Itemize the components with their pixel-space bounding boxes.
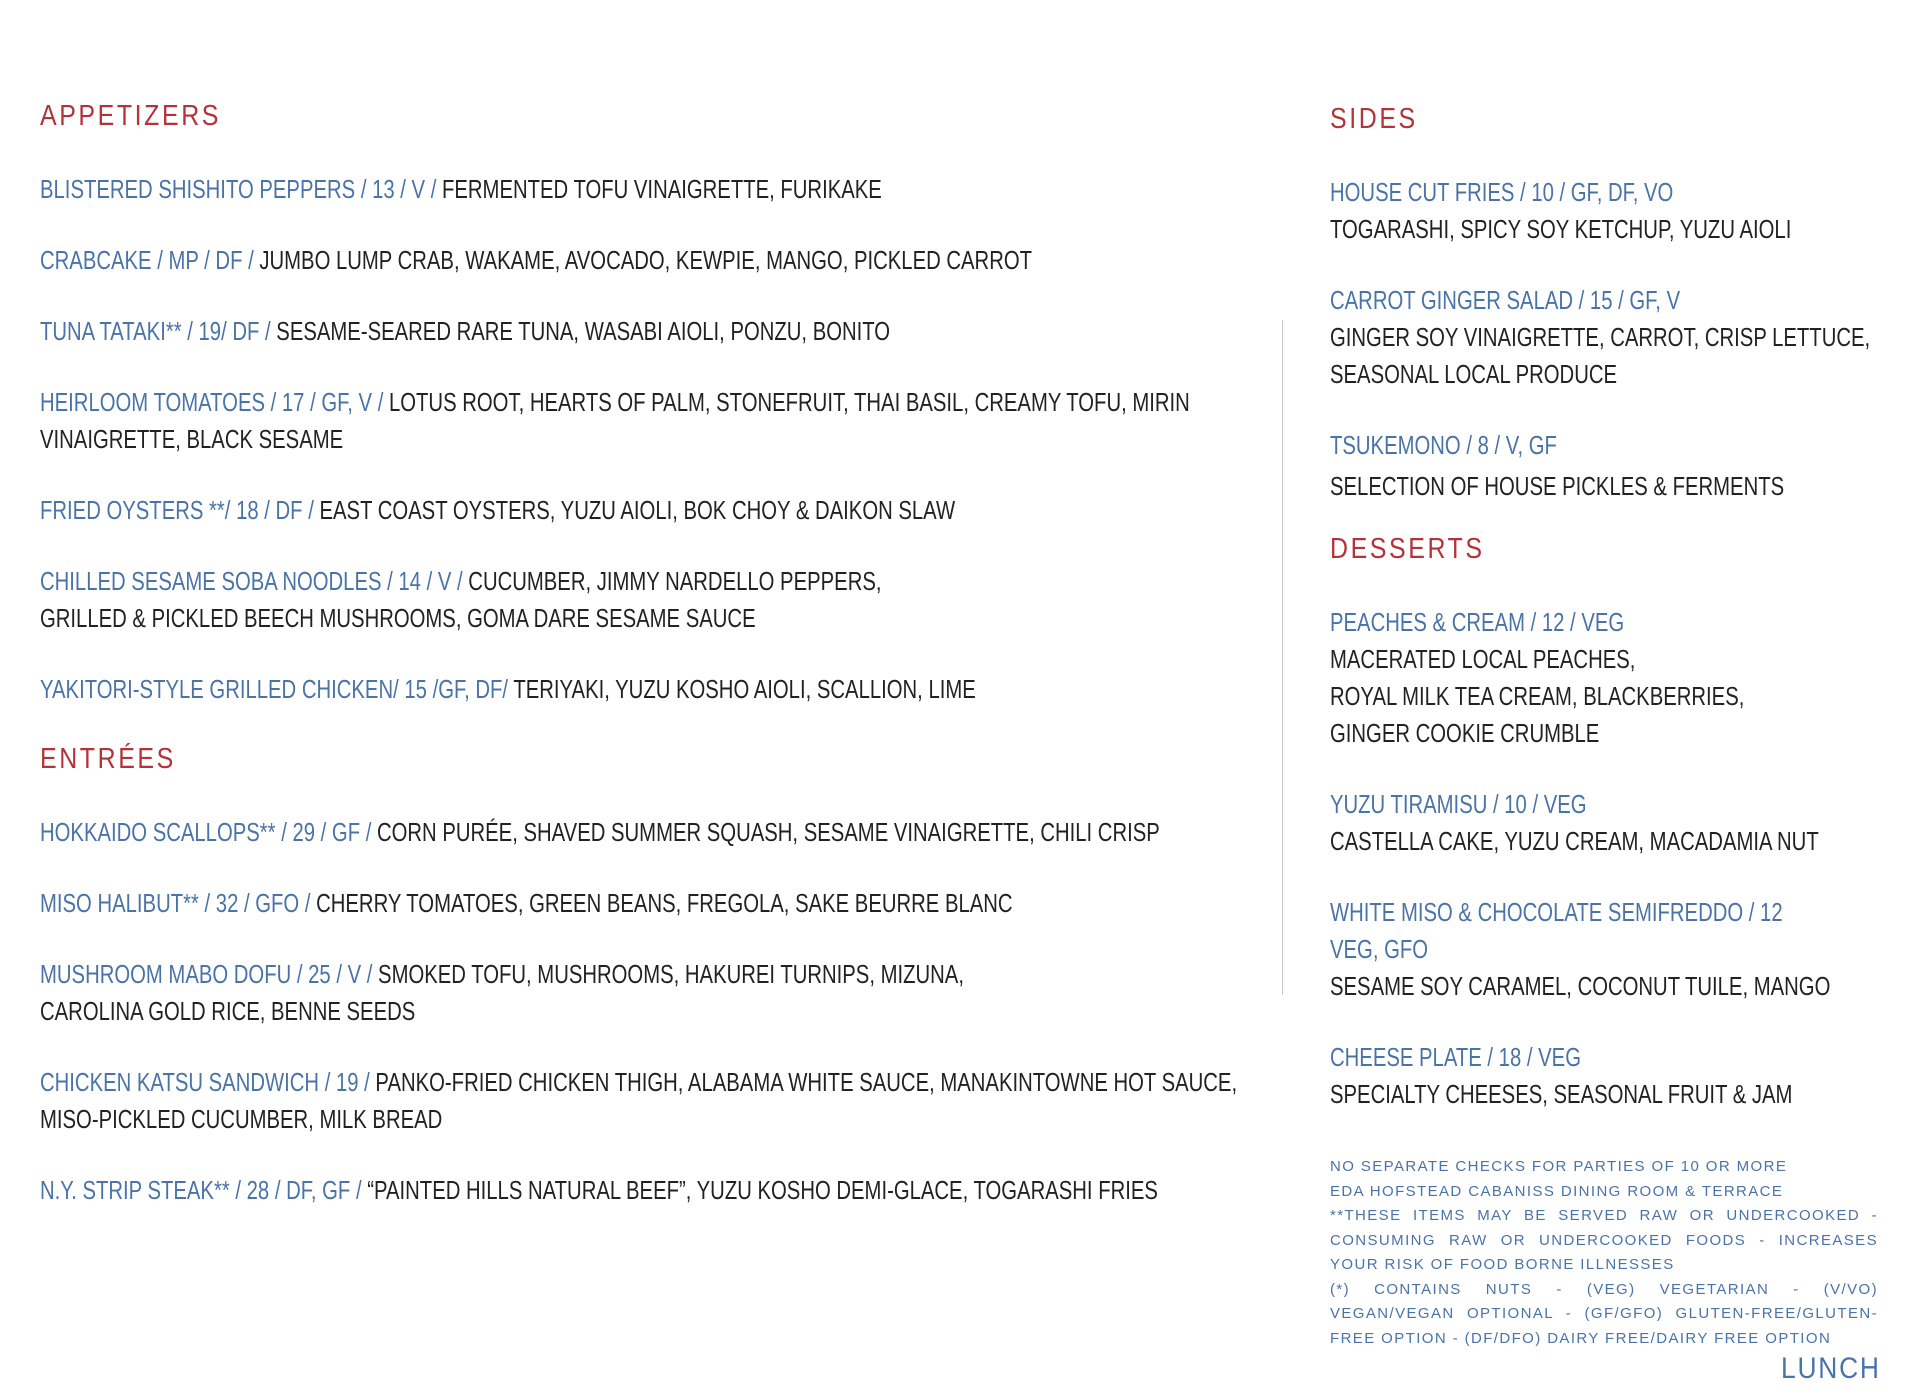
item-desc-line-2: CAROLINA GOLD RICE, BENNE SEEDS (40, 996, 416, 1026)
item-desc: JUMBO LUMP CRAB, WAKAME, AVOCADO, KEWPIE, MANGO, PICKLED CARROT (259, 245, 1033, 275)
item-desc: CUCUMBER, JIMMY NARDELLO PEPPERS, (468, 566, 882, 596)
item-name: PEACHES & CREAM / 12 / VEG (1330, 607, 1625, 637)
item-desc: CHERRY TOMATOES, GREEN BEANS, FREGOLA, SAKE BEURRE BLANC (316, 888, 1013, 918)
item-desc-line-2: ROYAL MILK TEA CREAM, BLACKBERRIES, (1330, 681, 1745, 711)
item-desc: CORN PURÉE, SHAVED SUMMER SQUASH, SESAME VINAIGRETTE, CHILI CRISP (376, 817, 1160, 847)
item-name: TSUKEMONO / 8 / V, GF (1330, 430, 1557, 460)
menu-item-cheese-plate (1330, 1039, 1892, 1113)
menu-item-miso-halibut (40, 885, 1280, 922)
menu-item-carrot-ginger-salad (1330, 282, 1892, 393)
item-name: N.Y. STRIP STEAK** / 28 / DF, GF / (40, 1175, 362, 1205)
item-name: HOKKAIDO SCALLOPS** / 29 / GF / (40, 817, 372, 847)
menu-item-fries (1330, 174, 1892, 248)
sides-heading: SIDES (1330, 103, 1418, 135)
item-desc: CASTELLA CAKE, YUZU CREAM, MACADAMIA NUT (1330, 826, 1819, 856)
menu-item-mabo-dofu (40, 956, 1280, 1030)
item-name: CHEESE PLATE / 18 / VEG (1330, 1042, 1581, 1072)
menu-item-tuna-tataki (40, 313, 1280, 350)
menu-item-scallops (40, 814, 1280, 851)
menu-item-katsu-sandwich (40, 1064, 1280, 1138)
left-column (40, 100, 1280, 1209)
item-desc: SMOKED TOFU, MUSHROOMS, HAKUREI TURNIPS, MIZUNA, (378, 959, 964, 989)
item-name: CARROT GINGER SALAD / 15 / GF, V (1330, 285, 1681, 315)
item-desc: PANKO-FRIED CHICKEN THIGH, ALABAMA WHITE SAUCE, MANAKINTOWNE HOT SAUCE, MISO-PICKLED CUCUMBER, MILK BREAD (40, 1067, 1238, 1134)
menu-item-fried-oysters (40, 492, 1280, 529)
item-desc: TERIYAKI, YUZU KOSHO AIOLI, SCALLION, LIME (513, 674, 976, 704)
menu-item-yuzu-tiramisu (1330, 786, 1892, 860)
desserts-heading: DESSERTS (1330, 533, 1485, 565)
item-desc: SESAME SOY CARAMEL, COCONUT TUILE, MANGO (1330, 971, 1831, 1001)
menu-item-tsukemono (1330, 427, 1892, 505)
item-name: MISO HALIBUT** / 32 / GFO / (40, 888, 311, 918)
item-desc: SPECIALTY CHEESES, SEASONAL FRUIT & JAM (1330, 1079, 1793, 1109)
item-name: BLISTERED SHISHITO PEPPERS / 13 / V / (40, 174, 437, 204)
item-desc: LOTUS ROOT, HEARTS OF PALM, STONEFRUIT, THAI BASIL, CREAMY TOFU, MIRIN VINAIGRETTE, BLACK SESAME (40, 387, 1190, 454)
item-desc: GINGER SOY VINAIGRETTE, CARROT, CRISP LETTUCE, SEASONAL LOCAL PRODUCE (1330, 322, 1871, 389)
note-dietary-key: (*) CONTAINS NUTS - (VEG) VEGETARIAN - (V/VO) VEGAN/VEGAN OPTIONAL - (GF/GFO) GLUTEN-FREE/GLUTEN-FREE OPTION - (DF/DFO) DAIRY FREE/DAIRY FREE OPTION (1330, 1280, 1878, 1347)
menu-item-strip-steak (40, 1172, 1280, 1209)
menu-label-lunch: LUNCH (1781, 1352, 1881, 1385)
item-desc: FERMENTED TOFU VINAIGRETTE, FURIKAKE (441, 174, 882, 204)
item-desc: TOGARASHI, SPICY SOY KETCHUP, YUZU AIOLI (1330, 214, 1792, 244)
item-name: YAKITORI-STYLE GRILLED CHICKEN/ 15 /GF, DF/ (40, 674, 509, 704)
item-desc: “PAINTED HILLS NATURAL BEEF”, YUZU KOSHO DEMI-GLACE, TOGARASHI FRIES (367, 1175, 1158, 1205)
item-name: CHILLED SESAME SOBA NOODLES / 14 / V / (40, 566, 463, 596)
item-name: FRIED OYSTERS **/ 18 / DF / (40, 495, 314, 525)
item-desc: EAST COAST OYSTERS, YUZU AIOLI, BOK CHOY & DAIKON SLAW (319, 495, 956, 525)
right-column (1330, 100, 1890, 1113)
note-raw-warning: **THESE ITEMS MAY BE SERVED RAW OR UNDERCOOKED - CONSUMING RAW OR UNDERCOOKED FOODS - INCREASES YOUR RISK OF FOOD BORNE ILLNESSES (1330, 1207, 1878, 1273)
item-name: MUSHROOM MABO DOFU / 25 / V / (40, 959, 373, 989)
menu-item-yakitori (40, 671, 1280, 708)
menu-item-peaches-cream (1330, 604, 1892, 752)
item-name-line-2: VEG, GFO (1330, 934, 1429, 964)
item-desc: SELECTION OF HOUSE PICKLES & FERMENTS (1330, 471, 1785, 501)
item-name: WHITE MISO & CHOCOLATE SEMIFREDDO / 12 (1330, 897, 1783, 927)
item-name: CRABCAKE / MP / DF / (40, 245, 254, 275)
menu-notes (1330, 1155, 1878, 1351)
item-desc: MACERATED LOCAL PEACHES, (1330, 644, 1636, 674)
item-name: HOUSE CUT FRIES / 10 / GF, DF, VO (1330, 177, 1674, 207)
item-name: YUZU TIRAMISU / 10 / VEG (1330, 789, 1587, 819)
menu-item-soba-noodles (40, 563, 1280, 637)
entrees-heading: ENTRÉES (40, 743, 176, 775)
column-divider (1282, 320, 1283, 995)
item-desc-line-2: GRILLED & PICKLED BEECH MUSHROOMS, GOMA DARE SESAME SAUCE (40, 603, 756, 633)
note-separate-checks: NO SEPARATE CHECKS FOR PARTIES OF 10 OR MORE (1330, 1158, 1788, 1175)
item-name: TUNA TATAKI** / 19/ DF / (40, 316, 271, 346)
menu-item-shishito (40, 171, 1280, 208)
appetizers-heading: APPETIZERS (40, 100, 222, 132)
menu-item-crabcake (40, 242, 1280, 279)
menu-item-semifreddo (1330, 894, 1892, 1005)
menu-item-heirloom-tomatoes (40, 384, 1280, 458)
item-name: HEIRLOOM TOMATOES / 17 / GF, V / (40, 387, 384, 417)
item-name: CHICKEN KATSU SANDWICH / 19 / (40, 1067, 370, 1097)
note-dining-room: EDA HOFSTEAD CABANISS DINING ROOM & TERRACE (1330, 1182, 1784, 1200)
item-desc-line-3: GINGER COOKIE CRUMBLE (1330, 718, 1600, 748)
item-desc: SESAME-SEARED RARE TUNA, WASABI AIOLI, PONZU, BONITO (276, 316, 891, 346)
